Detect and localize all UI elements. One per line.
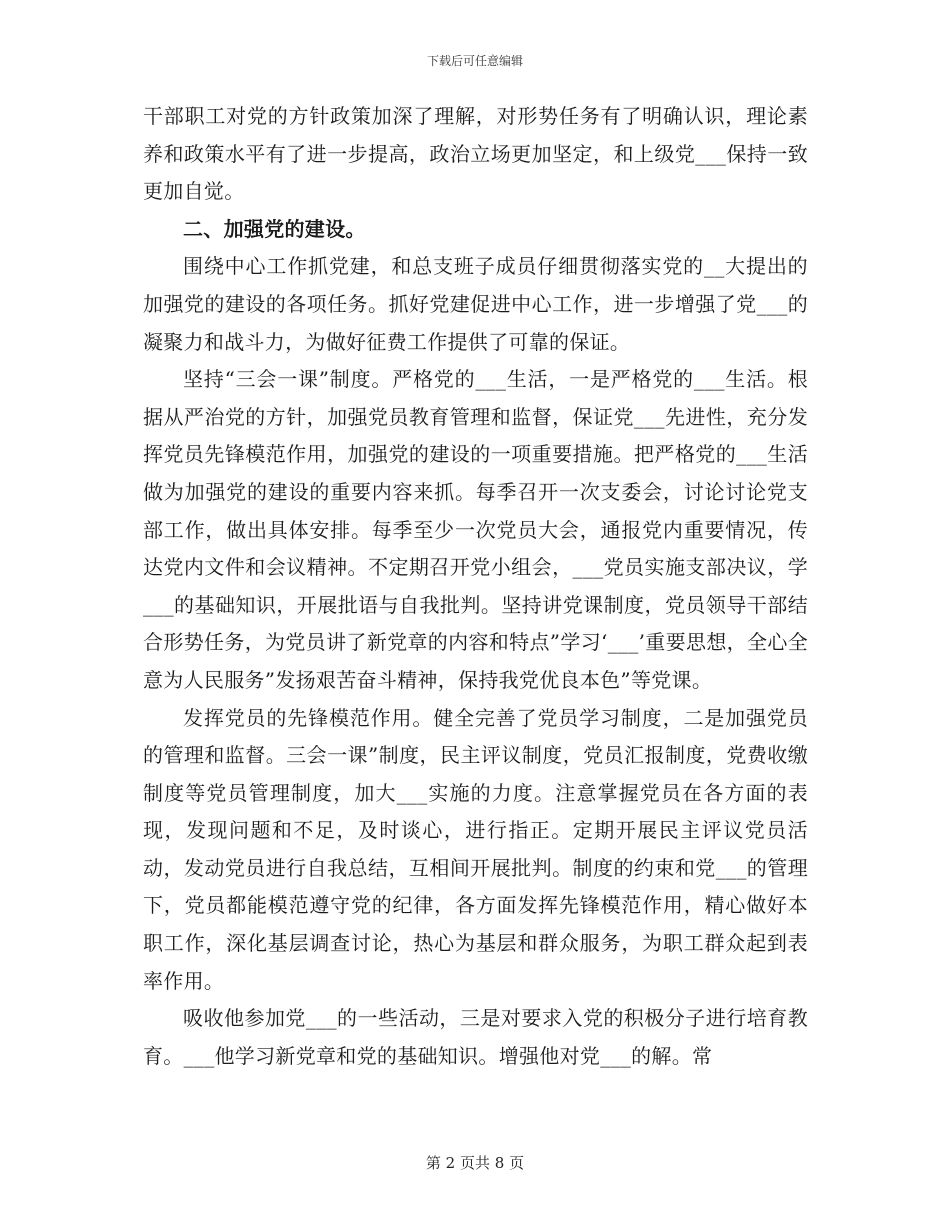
paragraph-continuation: 干部职工对党的方针政策加深了理解，对形势任务有了明确认识，理论素养和政策水平有了进一步提高，政治立场更加坚定，和上级党___保持一致更加自觉。 xyxy=(143,104,808,204)
paragraph-three-meetings: 坚持“三会一课”制度。严格党的___生活，一是严格党的___生活。根据从严治党的方针，加强党员教育管理和监督，保证党___先进性，充分发挥党员先锋模范作用，加强党的建设的一项重要措施。把严格党的___生活做为加强党的建设的重要内容来抓。每季召开一次支委会，讨论讨论党支部工作，做出具体安排。每季至少一次党员大会，通报党内重要情况，传达党内文件和会议精神。不定期召开党小组会，___党员实施支部决议，学___的基础知识，开展批语与自我批判。坚持讲党课制度，党员领导干部结合形势任务，为党员讲了新党章的内容和特点”学习‘___’重要思想，全心全意为人民服务”发扬艰苦奋斗精神，保持我党优良本色”等党课。 xyxy=(143,367,808,692)
page-number: 第 2 页共 8 页 xyxy=(425,1154,525,1172)
paragraph-party-building: 围绕中心工作抓党建，和总支班子成员仔细贯彻落实党的__大提出的加强党的建设的各项任务。抓好党建促进中心工作，进一步增强了党___的凝聚力和战斗力，为做好征费工作提供了可靠的保证。 xyxy=(143,254,808,354)
paragraph-exemplary-role: 发挥党员的先锋模范作用。健全完善了党员学习制度，二是加强党员的管理和监督。三会一课”制度，民主评议制度，党员汇报制度，党费收缴制度等党员管理制度，加大___实施的力度。注意掌握党员在各方面的表现，发现问题和不足，及时谈心，进行指正。定期开展民主评议党员活动，发动党员进行自我总结，互相间开展批判。制度的约束和党___的管理下，党员都能模范遵守党的纪律，各方面发挥先锋模范作用，精心做好本职工作，深化基层调查讨论，热心为基层和群众服务，为职工群众起到表率作用。 xyxy=(143,705,808,993)
paragraph-activists: 吸收他参加党___的一些活动，三是对要求入党的积极分子进行培育教育。___他学习新党章和党的基础知识。增强他对党___的解。常 xyxy=(143,1006,808,1068)
page-header: 下载后可任意编辑 xyxy=(426,54,523,68)
document-body xyxy=(143,98,808,1075)
section-heading: 二、加强党的建设。 xyxy=(183,216,366,241)
